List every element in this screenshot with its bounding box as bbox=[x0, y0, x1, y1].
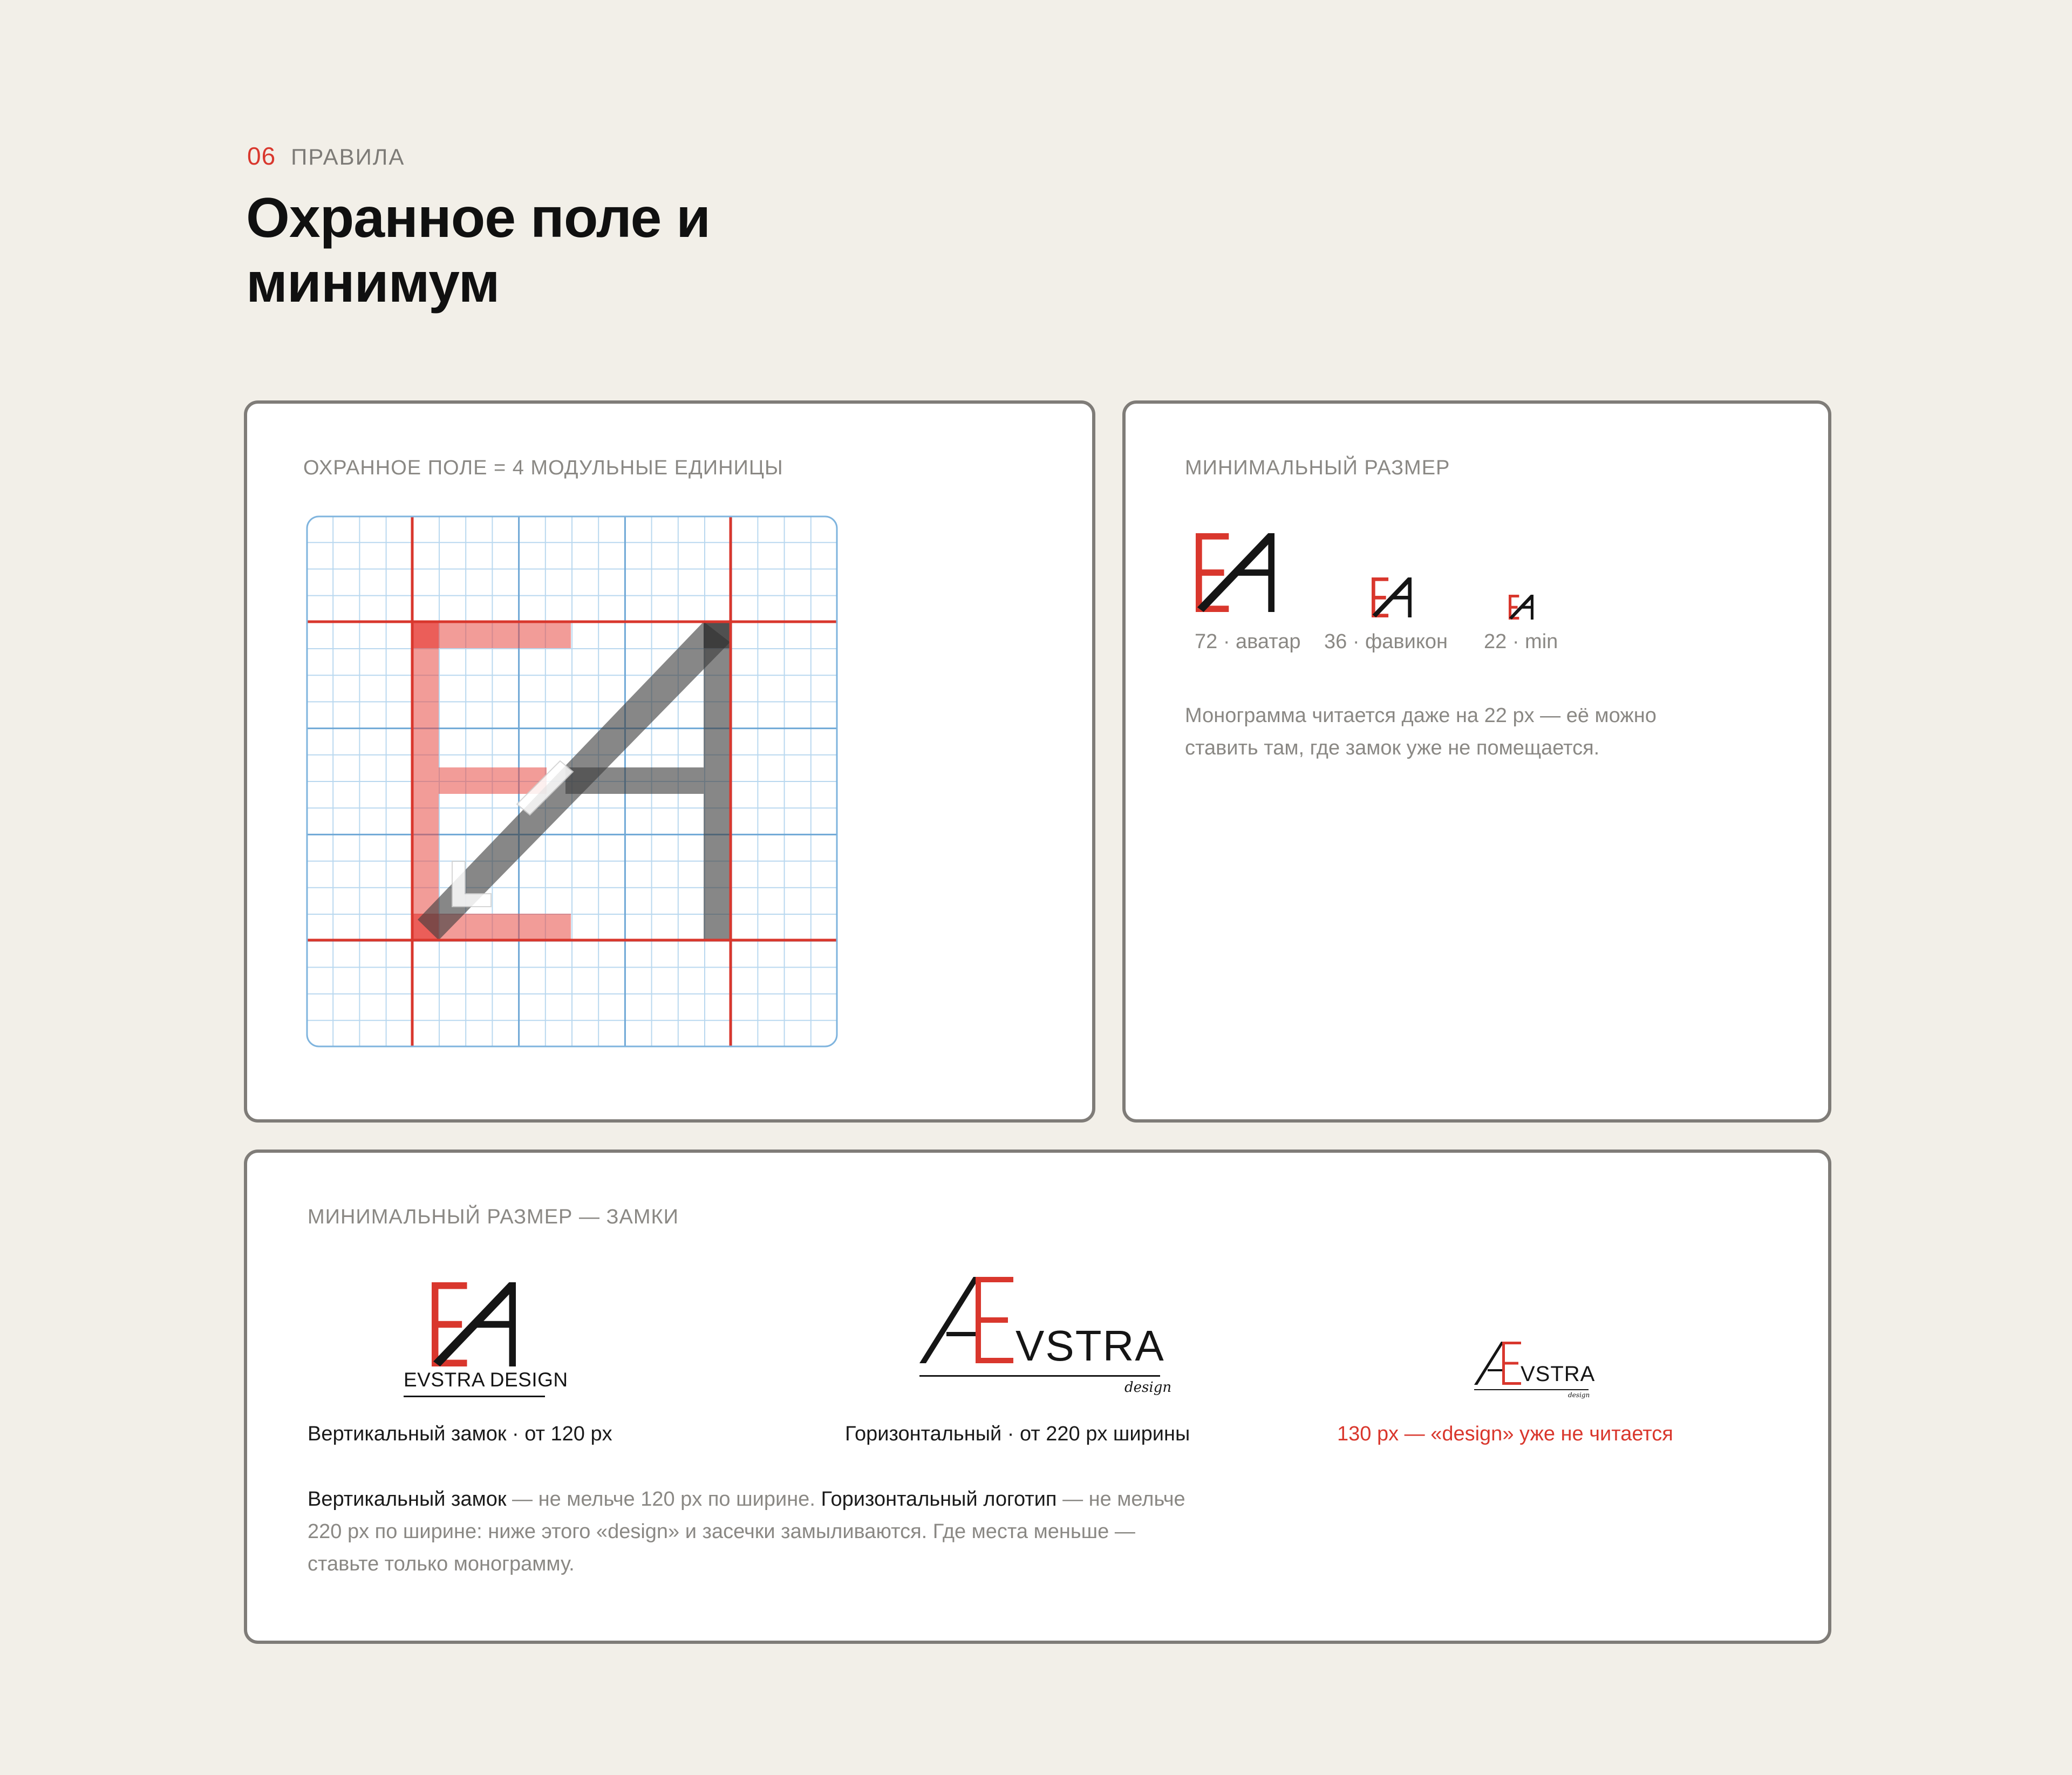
small-lockup-ae-icon bbox=[1474, 1342, 1523, 1385]
small-lockup bbox=[1474, 1342, 1598, 1406]
lockups-label: МИНИМАЛЬНЫЙ РАЗМЕР — ЗАМКИ bbox=[308, 1206, 679, 1228]
horizontal-lockup-ae-icon bbox=[919, 1277, 1017, 1363]
lockups-note-hl-vertical: Вертикальный замок bbox=[308, 1488, 507, 1511]
section-number: 06 bbox=[247, 142, 276, 170]
clear-space-label: ОХРАННОЕ ПОЛЕ = 4 МОДУЛЬНЫЕ ЕДИНИЦЫ bbox=[303, 457, 783, 479]
lockups-note-hl-horizontal: Горизонтальный логотип bbox=[821, 1488, 1057, 1511]
small-lockup-rule bbox=[1474, 1389, 1589, 1390]
vertical-lockup-caption: Вертикальный замок · от 120 px bbox=[308, 1423, 612, 1445]
lockups-note-line-2: 220 px по ширине: ниже этого «design» и засечки замыливаются. Где места меньше — bbox=[308, 1520, 1135, 1543]
small-lockup-tagline: design bbox=[1568, 1391, 1590, 1399]
lockups-note-line-3: ставьте только монограмму. bbox=[308, 1553, 575, 1575]
min-size-note bbox=[1185, 699, 1657, 764]
clear-space-panel bbox=[244, 400, 1095, 1123]
monogram-icon-36 bbox=[1372, 577, 1412, 617]
lockups-note bbox=[308, 1483, 1185, 1580]
clear-space-grid bbox=[306, 516, 837, 1047]
min-size-label: МИНИМАЛЬНЫЙ РАЗМЕР bbox=[1185, 457, 1450, 479]
horizontal-lockup-tagline: design bbox=[1124, 1379, 1172, 1396]
small-lockup-wordmark: VSTRA bbox=[1521, 1362, 1596, 1386]
lockups-panel bbox=[244, 1150, 1831, 1644]
horizontal-lockup-caption: Горизонтальный · от 220 px ширины bbox=[845, 1423, 1190, 1445]
small-lockup-caption: 130 px — «design» уже не читается bbox=[1337, 1423, 1673, 1445]
page-title-line-2: минимум bbox=[246, 251, 500, 314]
vertical-lockup-rule bbox=[404, 1396, 545, 1397]
page-title bbox=[246, 186, 710, 315]
monogram-icon-22 bbox=[1509, 595, 1533, 620]
min-size-caption-36: 36 · фавикон bbox=[1324, 630, 1448, 653]
vertical-lockup-wordmark: EVSTRA DESIGN bbox=[404, 1369, 568, 1391]
vertical-lockup bbox=[404, 1282, 568, 1412]
min-size-note-line-2: ставить там, где замок уже не помещается. bbox=[1185, 737, 1600, 759]
section-header bbox=[247, 141, 405, 171]
monogram-icon-72 bbox=[1196, 533, 1274, 612]
min-size-panel bbox=[1122, 400, 1831, 1123]
horizontal-lockup-rule bbox=[919, 1375, 1160, 1377]
vertical-lockup-monogram-icon bbox=[432, 1282, 516, 1366]
horizontal-lockup-wordmark: VSTRA bbox=[1015, 1322, 1165, 1370]
lockups-note-text-2: — не мельче bbox=[1057, 1488, 1185, 1511]
min-size-caption-22: 22 · min bbox=[1484, 630, 1558, 653]
horizontal-lockup bbox=[919, 1277, 1172, 1406]
section-label: ПРАВИЛА bbox=[291, 144, 405, 169]
min-size-caption-72: 72 · аватар bbox=[1195, 630, 1301, 653]
min-size-note-line-1: Монограмма читается даже на 22 px — её можно bbox=[1185, 704, 1657, 727]
lockups-note-text-1: — не мельче 120 px по ширине. bbox=[506, 1488, 821, 1511]
page-title-line-1: Охранное поле и bbox=[246, 187, 711, 249]
